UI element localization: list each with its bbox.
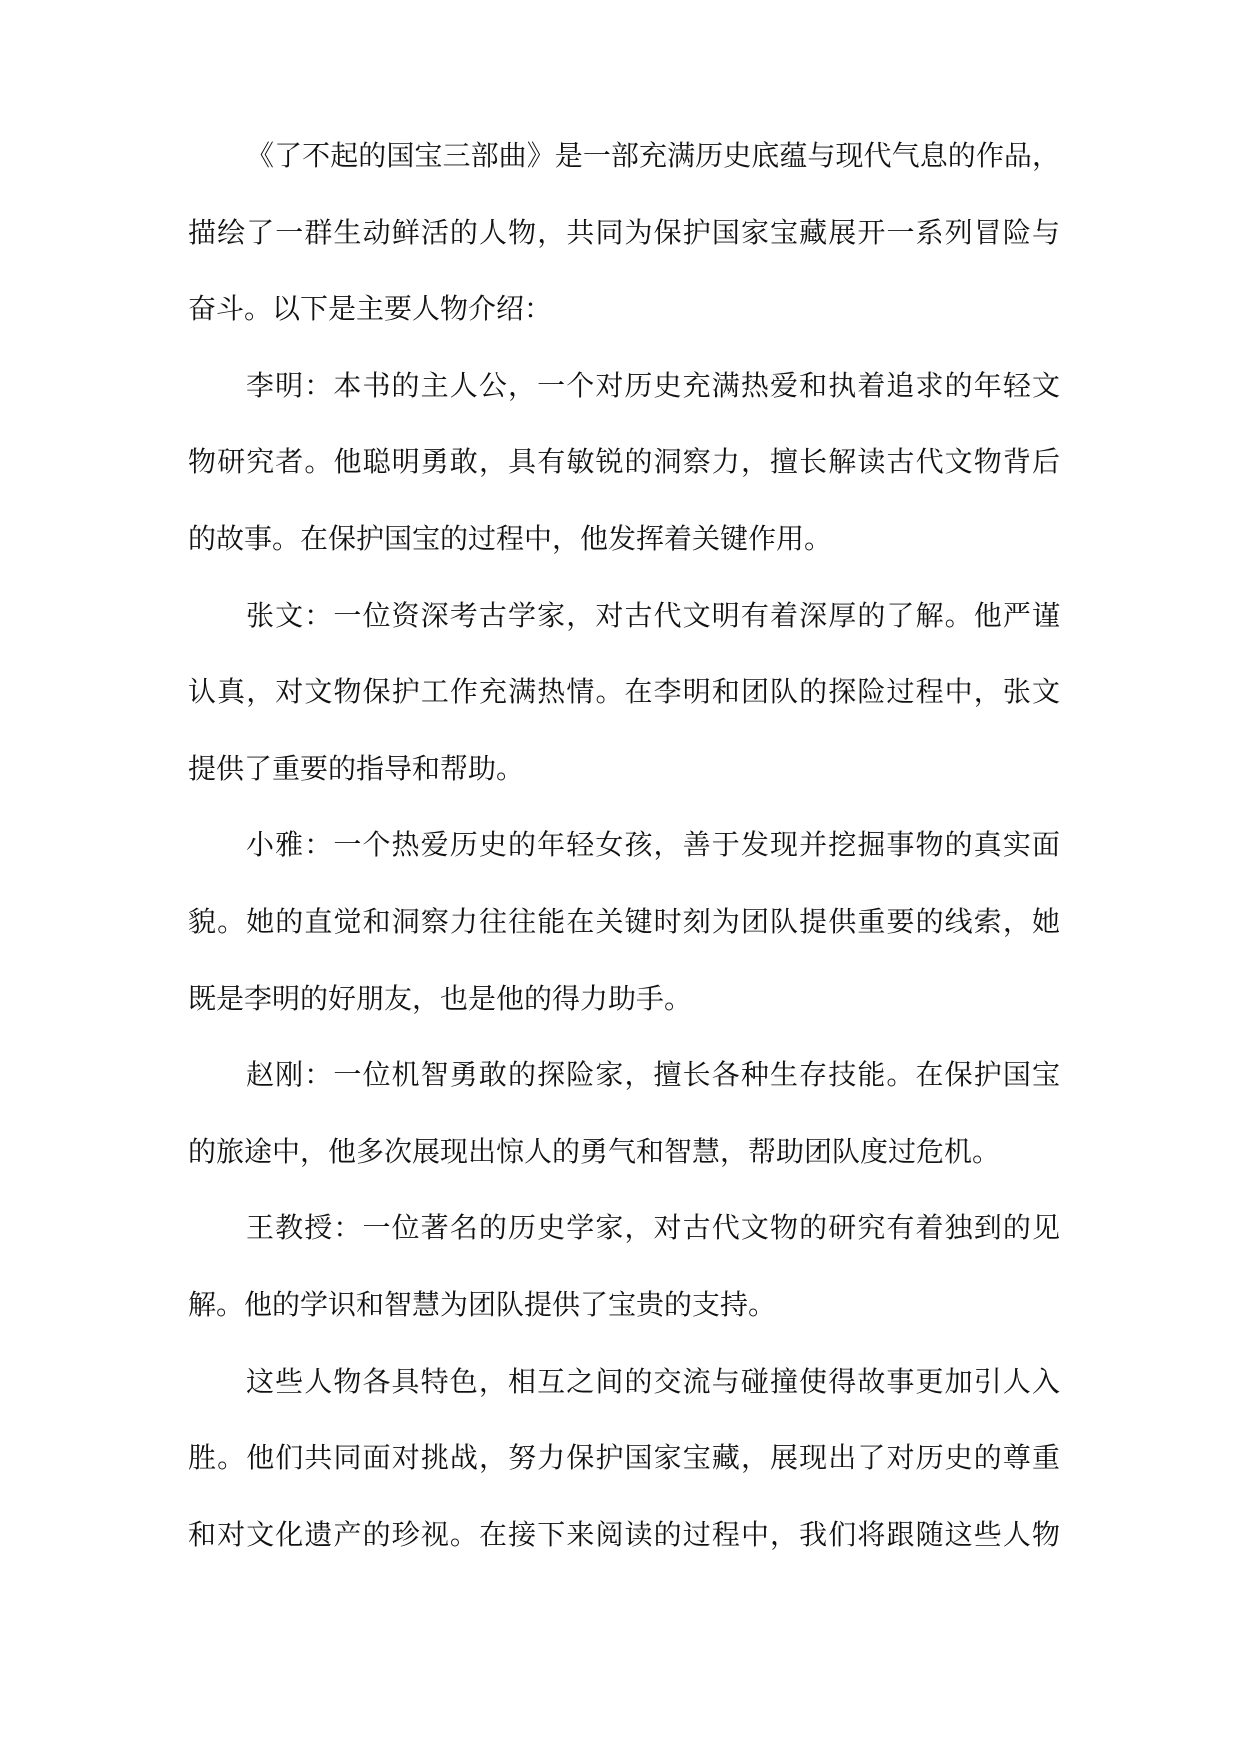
conclusion-line-2: 胜。他们共同面对挑战，努力保护国家宝藏，展现出了对历史的尊重 — [188, 1441, 1060, 1475]
li-ming-line-2: 物研究者。他聪明勇敢，具有敏锐的洞察力，擅长解读古代文物背后 — [188, 445, 1060, 479]
intro-line-1: 《了不起的国宝三部曲》是一部充满历史底蕴与现代气息的作品， — [246, 139, 1060, 172]
li-ming-line-3: 的故事。在保护国宝的过程中，他发挥着关键作用。 — [188, 521, 833, 555]
zhang-wen-line-3: 提供了重要的指导和帮助。 — [188, 751, 525, 785]
conclusion-line-3: 和对文化遗产的珍视。在接下来阅读的过程中，我们将跟随这些人物 — [188, 1517, 1060, 1551]
professor-wang-line-1: 王教授：一位著名的历史学家，对古代文物的研究有着独到的见 — [246, 1211, 1060, 1245]
document-body — [188, 118, 1060, 1573]
intro-line-3: 奋斗。以下是主要人物介绍： — [188, 292, 553, 326]
xiao-ya-line-2: 貌。她的直觉和洞察力往往能在关键时刻为团队提供重要的线索，她 — [188, 904, 1060, 938]
zhao-gang-line-1: 赵刚：一位机智勇敢的探险家，擅长各种生存技能。在保护国宝 — [246, 1058, 1060, 1092]
zhao-gang-line-2: 的旅途中，他多次展现出惊人的勇气和智慧，帮助团队度过危机。 — [188, 1134, 1001, 1168]
zhang-wen-line-1: 张文：一位资深考古学家，对古代文明有着深厚的了解。他严谨 — [246, 598, 1060, 632]
professor-wang-line-2: 解。他的学识和智慧为团队提供了宝贵的支持。 — [188, 1287, 777, 1321]
xiao-ya-line-3: 既是李明的好朋友，也是他的得力助手。 — [188, 981, 693, 1015]
intro-line-2: 描绘了一群生动鲜活的人物，共同为保护国家宝藏展开一系列冒险与 — [188, 215, 1060, 249]
li-ming-line-1: 李明：本书的主人公，一个对历史充满热爱和执着追求的年轻文 — [246, 368, 1060, 402]
conclusion-line-1: 这些人物各具特色，相互之间的交流与碰撞使得故事更加引人入 — [246, 1364, 1060, 1398]
zhang-wen-line-2: 认真，对文物保护工作充满热情。在李明和团队的探险过程中，张文 — [188, 675, 1060, 709]
xiao-ya-line-1: 小雅：一个热爱历史的年轻女孩，善于发现并挖掘事物的真实面 — [246, 828, 1060, 862]
